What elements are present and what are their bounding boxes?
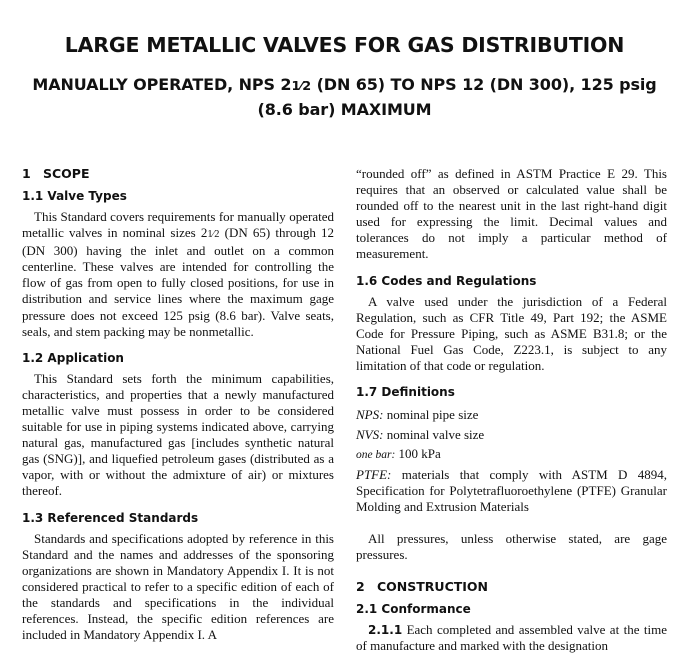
left-column xyxy=(22,166,334,654)
section-1-1-fraction: 1⁄2 xyxy=(207,229,220,241)
right-column xyxy=(356,166,667,665)
section-1-6-paragraph: A valve used under the jurisdiction of a Federal Regulation, such as CFR Title 49, Part 192; the ASME Code for Pressure Piping, such as ASME B31.8; or the National Fuel Gas Code, Z223.1, is subject to any limitation of that code or regulation. xyxy=(356,293,667,373)
section-1-1-paragraph xyxy=(22,209,334,340)
section-2-number: 2 xyxy=(356,579,365,594)
section-1-title: SCOPE xyxy=(43,166,90,181)
section-1-3-paragraph: Standards and specifications adopted by reference in this Standard and the names and addresses of the sponsoring organizations are shown in Mandatory Appendix I. It is not considered practical to refer to a specific edition of each of the standards and specifications in the individual references. Instead, the specific edition references are included in Mandatory Appendix I. A xyxy=(22,530,334,643)
section-1-2-paragraph: This Standard sets forth the minimum capabilities, characteristics, and properties that a newly manufactured metallic valve must possess in order to be considered suitable for use in piping systems indicated above, carrying natural gas, manufactured gas [includes synthetic natural gas (SNG)], and liquefied petroleum gases (distributed as a vapor, with or without the admixture of air) or mixtures thereof. xyxy=(22,370,334,499)
definition-term: NPS: xyxy=(356,407,384,423)
definition-one-bar xyxy=(356,444,667,466)
document-subtitle-line2: (8.6 bar) MAXIMUM xyxy=(257,100,432,119)
section-2-1-1-text: Each completed and assembled valve at the time of manufacture and marked with the designation xyxy=(356,622,667,654)
continued-paragraph: “rounded off” as defined in ASTM Practice E 29. This requires that an observed or calculated value shall be rounded off to the nearest unit in the last right-hand digit used for expressing the limit. Decimal values and tolerances do not imply a particular method of measurement. xyxy=(356,166,667,262)
section-2-1-1-number: 2.1.1 xyxy=(368,623,403,637)
subtitle-fraction: 1⁄2 xyxy=(291,79,312,94)
section-1-1-heading: 1.1 Valve Types xyxy=(22,189,127,203)
definition-text: materials that comply with ASTM D 4894, Specification for Polytetrafluoroethylene (PTFE) Granular Molding and Extrusion Materials xyxy=(356,466,667,514)
subtitle-text-b: (DN 65) TO NPS 12 (DN 300), 125 psig xyxy=(311,75,657,94)
section-1-7-heading: 1.7 Definitions xyxy=(356,385,455,400)
definition-text: nominal valve size xyxy=(383,426,485,442)
document-subtitle-line1 xyxy=(0,75,689,94)
definition-ptfe xyxy=(356,467,667,515)
subtitle-text-a: MANUALLY OPERATED, NPS 2 xyxy=(32,75,292,94)
section-2-title: CONSTRUCTION xyxy=(377,579,489,594)
section-1-heading xyxy=(22,166,334,181)
document-title: LARGE METALLIC VALVES FOR GAS DISTRIBUTION xyxy=(64,33,625,57)
definition-nvs xyxy=(356,425,667,445)
section-1-3-heading: 1.3 Referenced Standards xyxy=(22,510,199,525)
section-1-1-text-a: This Standard covers requirements for manually operated metallic valves in nominal sizes 2 xyxy=(22,209,334,241)
definition-term: PTFE: xyxy=(356,466,392,482)
section-2-heading xyxy=(356,579,667,594)
definition-term: one bar: xyxy=(356,449,396,462)
definition-text: 100 kPa xyxy=(395,446,441,462)
definition-term: NVS: xyxy=(356,426,384,442)
section-2-1-1-paragraph xyxy=(356,622,667,654)
section-1-number: 1 xyxy=(22,166,31,181)
section-1-2-heading: 1.2 Application xyxy=(22,350,124,365)
pressures-paragraph: All pressures, unless otherwise stated, are gage pressures. xyxy=(356,530,667,562)
section-2-1-heading: 2.1 Conformance xyxy=(356,602,471,616)
section-1-1-text-b: (DN 65) through 12 (DN 300) having the inlet and outlet on a common centerline. These valves are intended for controlling the flow of gas from open to fully closed positions, for use in distribution and service lines where the maximum gage pressure does not exceed 125 psig (8.6 bar). Valve seats, seals, and stem packing may be nonmetallic. xyxy=(22,225,334,339)
definition-text: nominal pipe size xyxy=(383,407,479,423)
definition-nps xyxy=(356,405,667,425)
section-1-6-heading: 1.6 Codes and Regulations xyxy=(356,273,537,288)
